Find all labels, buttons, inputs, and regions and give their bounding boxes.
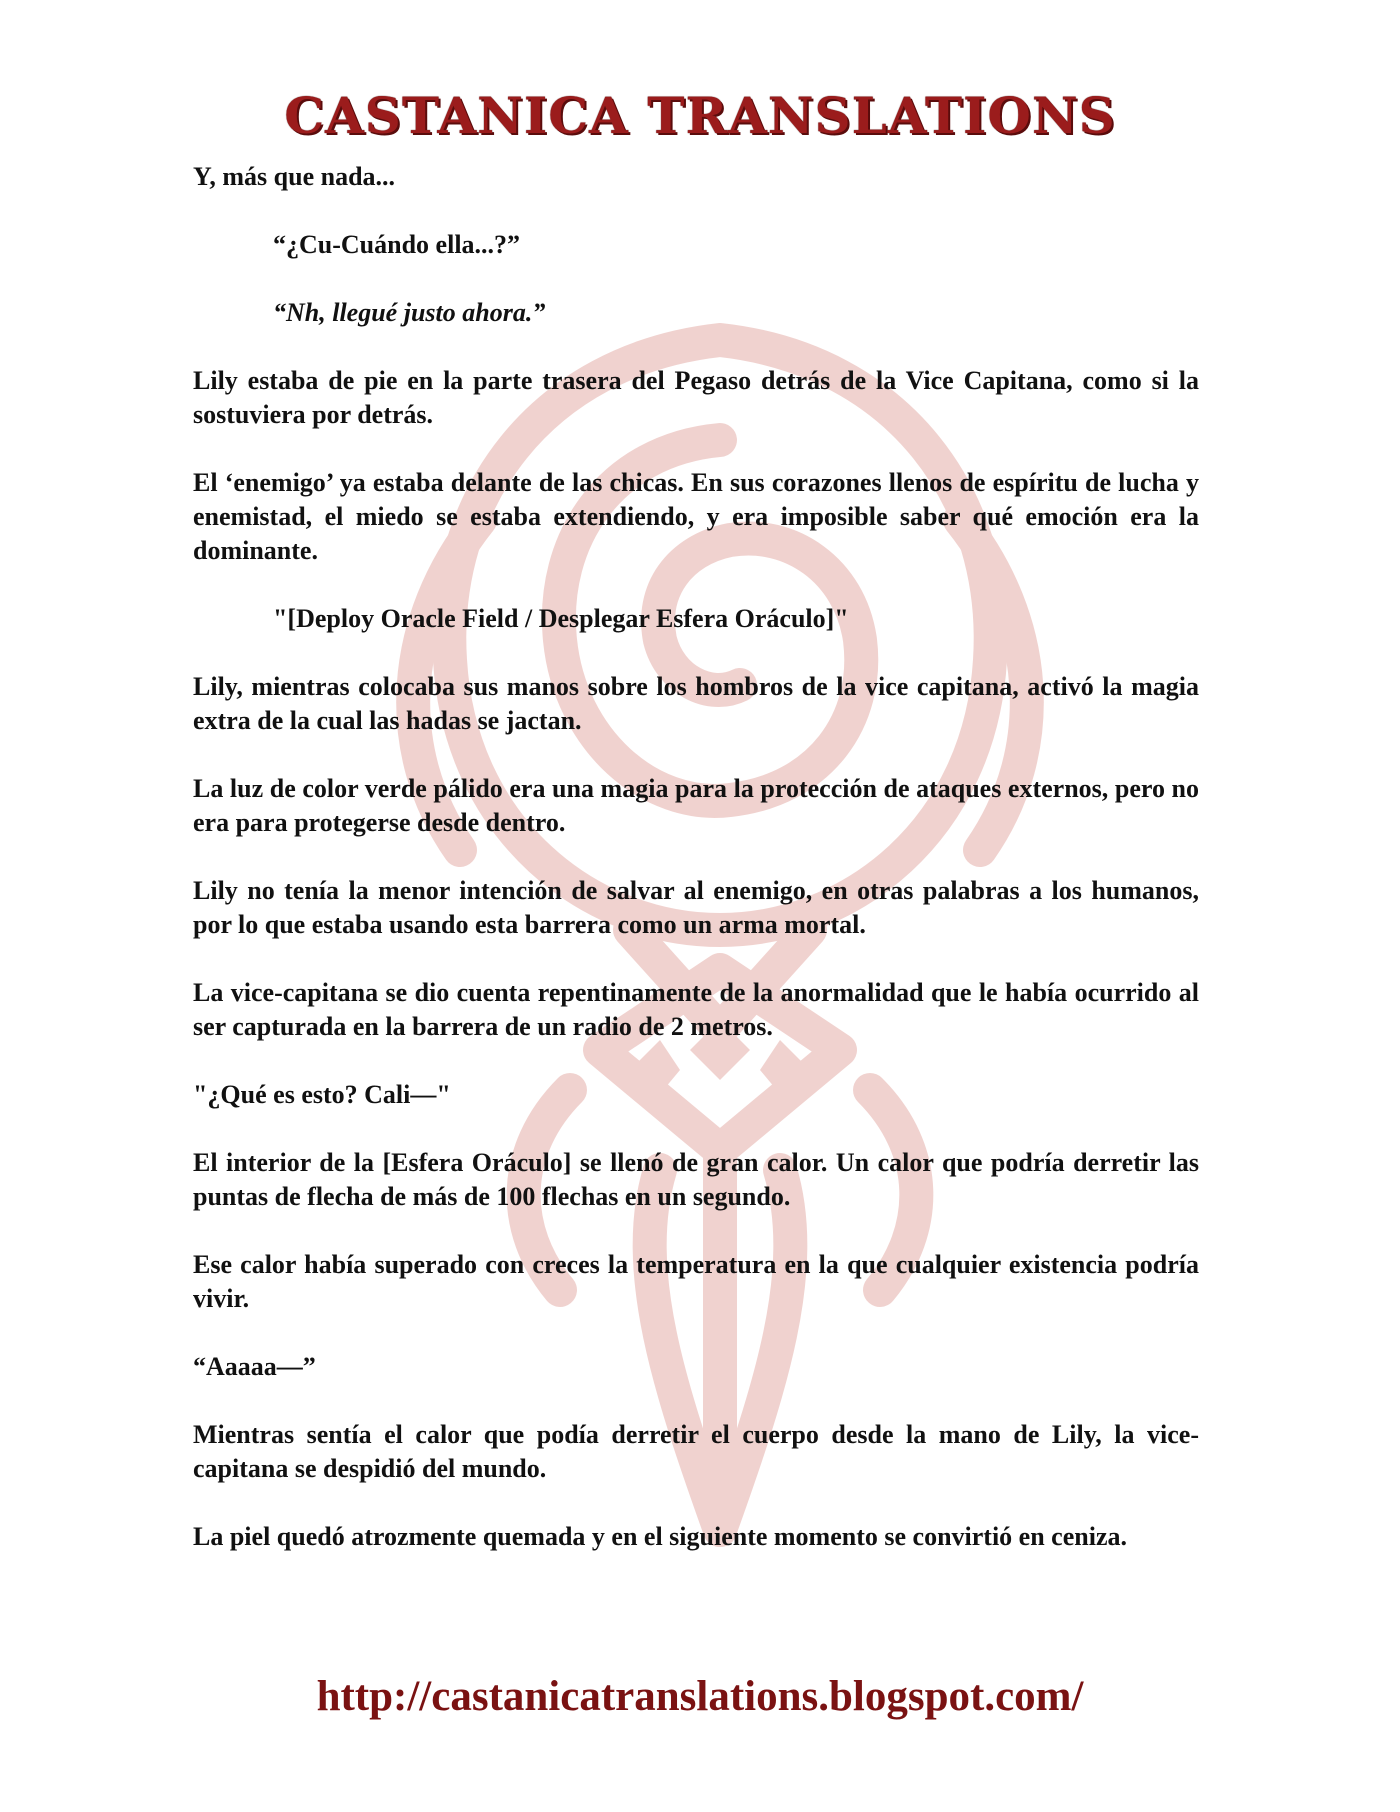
paragraph: La luz de color verde pálido era una magia para la protección de ataques externos, pero no era para protegerse desde dentro. bbox=[193, 774, 1199, 837]
dialogue-line: "¿Qué es esto? Cali—" bbox=[193, 1080, 451, 1109]
paragraph: Lily no tenía la menor intención de salvar al enemigo, en otras palabras a los humanos, por lo que estaba usando esta barrera como un arma mortal. bbox=[193, 876, 1199, 939]
paragraph: Lily, mientras colocaba sus manos sobre los hombros de la vice capitana, activó la magia extra de la cual las hadas se jactan. bbox=[193, 672, 1199, 735]
dialogue-line: “Nh, llegué justo ahora.” bbox=[273, 298, 546, 327]
paragraph: La vice-capitana se dio cuenta repentinamente de la anormalidad que le había ocurrido al ser capturada en la barrera de un radio de 2 metros. bbox=[193, 978, 1199, 1041]
site-title: CASTANICA TRANSLATIONS bbox=[284, 86, 1116, 145]
paragraph: El ‘enemigo’ ya estaba delante de las chicas. En sus corazones llenos de espíritu de lucha y enemistad, el miedo se estaba extendiendo, y era imposible saber qué emoción era la dominante. bbox=[193, 468, 1199, 565]
paragraph: Y, más que nada... bbox=[193, 162, 396, 191]
chapter-text bbox=[193, 160, 1199, 1588]
dialogue-line: “¿Cu-Cuándo ella...?” bbox=[273, 230, 521, 259]
paragraph: El interior de la [Esfera Oráculo] se llenó de gran calor. Un calor que podría derretir las puntas de flecha de más de 100 flechas en un segundo. bbox=[193, 1148, 1199, 1211]
spell-line: "[Deploy Oracle Field / Desplegar Esfera Oráculo]" bbox=[273, 604, 849, 633]
paragraph: La piel quedó atrozmente quemada y en el siguiente momento se convirtió en ceniza. bbox=[193, 1522, 1127, 1551]
paragraph: Lily estaba de pie en la parte trasera del Pegaso detrás de la Vice Capitana, como si la sostuviera por detrás. bbox=[193, 366, 1199, 429]
paragraph: Mientras sentía el calor que podía derretir el cuerpo desde la mano de Lily, la vice-capitana se despidió del mundo. bbox=[193, 1420, 1199, 1483]
dialogue-line: “Aaaaa—” bbox=[193, 1352, 316, 1381]
footer-url: http://castanicatranslations.blogspot.com/ bbox=[316, 1673, 1084, 1720]
paragraph: Ese calor había superado con creces la temperatura en la que cualquier existencia podría vivir. bbox=[193, 1250, 1199, 1313]
